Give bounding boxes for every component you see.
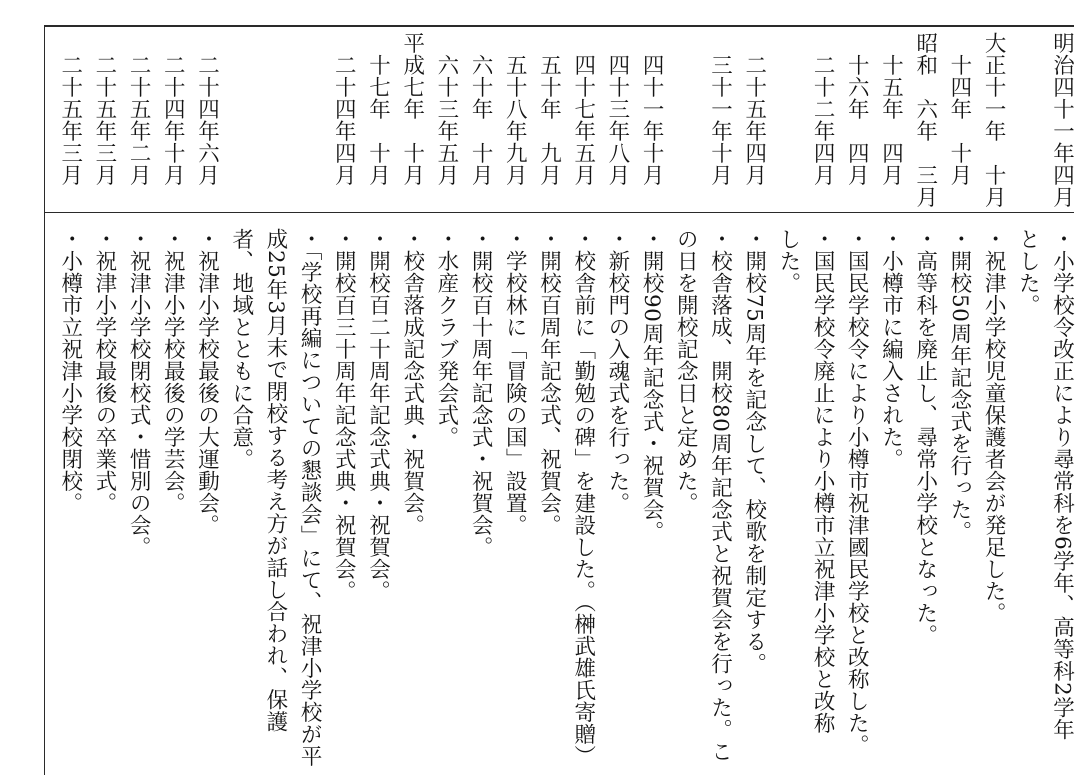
event-line: ・国民学校令廃止により小樽市立祝津小学校と改称 [810,228,836,734]
event-line: ・小樽市に編入された。 [878,228,904,470]
event-line: ・祝津小学校最後の学芸会。 [160,228,186,514]
event-line: ・開校百十周年記念式・祝賀会。 [468,228,494,558]
event-line: した。 [775,228,801,294]
date-label: 大正十一年 十月 [981,32,1007,208]
date-label: 十五年 四月 [878,32,904,186]
event-line: ・祝津小学校最後の大運動会。 [194,228,220,536]
date-label: 二十五年二月 [126,32,152,186]
event-line: ・校舎落成、開校80周年記念式と祝賀会を行った。こ [707,228,733,763]
date-label: 十七年 十月 [365,32,391,186]
date-label: 五十八年九月 [502,32,528,186]
date-label: 二十五年三月 [57,32,83,186]
event-line: とした。 [1015,228,1041,316]
date-label: 四十三年八月 [604,32,630,186]
date-label: 平成七年 十月 [399,32,425,186]
event-line: の日を開校記念日と定めた。 [673,228,699,514]
date-event-divider [44,212,1074,213]
event-line: ・開校百周年記念式、祝賀会。 [536,228,562,536]
date-label: 二十四年六月 [194,32,220,186]
date-label: 昭和 六年 三月 [912,32,938,208]
date-label: 三十一年十月 [707,32,733,186]
date-label: 五十年 九月 [536,32,562,186]
event-line: ・開校90周年記念式・祝賀会。 [639,228,665,543]
event-line: ・水産クラブ発会式。 [433,228,459,448]
event-line: ・開校50周年記念式を行った。 [946,228,972,543]
event-line: 成25年3月末で閉校する考え方が話し合われ、保護 [262,228,288,733]
date-label: 二十五年四月 [741,32,767,186]
event-line: ・祝津小学校閉校式・惜別の会。 [126,228,152,558]
event-line: ・校舎落成記念式典・祝賀会。 [399,228,425,536]
date-label: 四十一年十月 [639,32,665,186]
event-line: ・小学校令改正により尋常科を6学年、高等科2学年 [1049,228,1075,741]
date-label: 二十五年三月 [91,32,117,186]
date-label: 二十二年四月 [810,32,836,186]
event-line: ・新校門の入魂式を行った。 [604,228,630,514]
event-line: ・国民学校令により小樽市祝津國民学校と改称した。 [844,228,870,756]
event-line: 者、地域とともに合意。 [228,228,254,470]
date-label: 二十四年十月 [160,32,186,186]
event-line: ・開校百二十周年記念式典・祝賀会。 [365,228,391,602]
event-line: ・祝津小学校最後の卒業式。 [91,228,117,514]
event-line: ・開校百三十周年記念式典・祝賀会。 [331,228,357,602]
date-label: 六十三年五月 [433,32,459,186]
event-line: ・「学校再編についての懇談会」にて、祝津小学校が平 [297,228,323,768]
date-label: 明治四十一年四月 [1049,32,1075,208]
date-label: 六十年 十月 [468,32,494,186]
event-line: ・学校林に「冒険の国」設置。 [502,228,528,536]
event-line: ・校舎前に「勤勉の碑」を建設した。（榊武雄氏寄贈） [570,228,596,768]
date-label: 二十四年四月 [331,32,357,186]
date-label: 十六年 四月 [844,32,870,186]
event-line: ・高等科を廃止し、尋常小学校となった。 [912,228,938,646]
event-line: ・開校75周年を記念して、校歌を制定する。 [741,228,767,675]
event-line: ・小樽市立祝津小学校閉校。 [57,228,83,514]
event-line: ・祝津小学校児童保護者会が発足した。 [981,228,1007,624]
date-label: 四十七年五月 [570,32,596,186]
date-label: 十四年 十月 [946,32,972,186]
